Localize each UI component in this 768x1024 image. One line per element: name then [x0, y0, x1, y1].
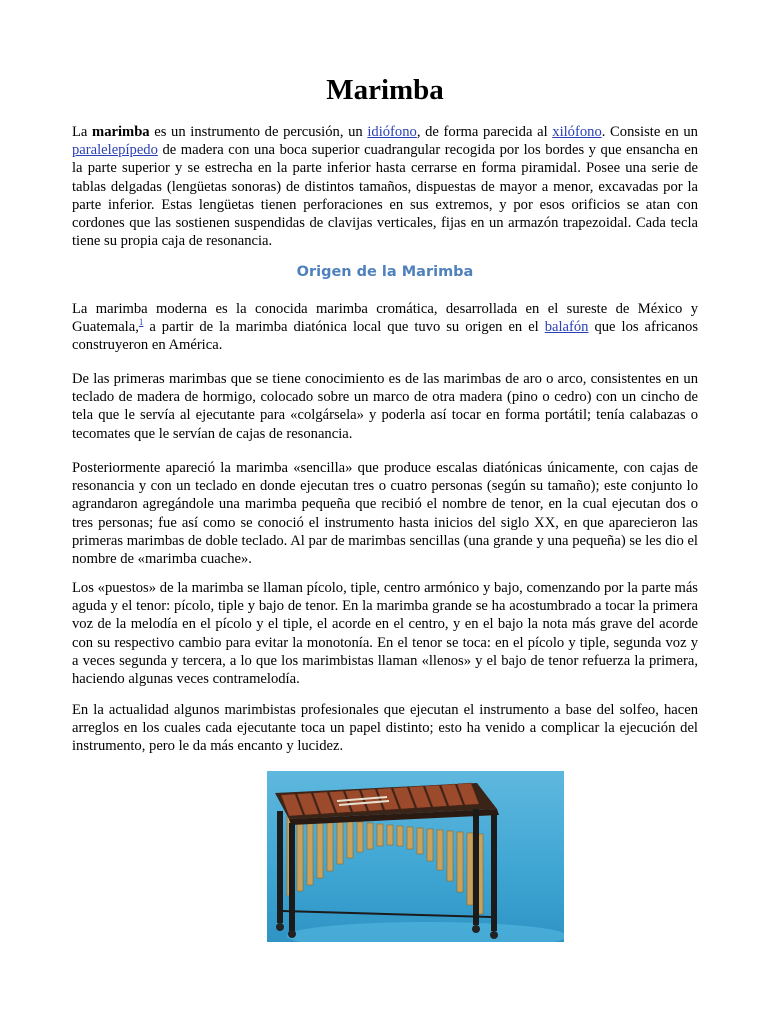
link-idiofono[interactable]: idiófono [367, 124, 417, 140]
paragraph-sencilla: Posteriormente apareció la marimba «sencilla» que produce escalas diatónicas únicamente, con cajas de resonancia y con un teclado en donde ejecutan tres o cuatro personas (según su tamaño); este conjunto lo agrandaron agregándole una marimba pequeña que recibió el nombre de tenor, en la cual ejecutan dos o tres personas; fue así como se conoció el instrumento hasta inicios del siglo XX, en que aparecieron las primeras marimbas de doble teclado. Al par de marimbas sencillas (una grande y una pequeña) se les dio el nombre de «marimba cuache». [72, 460, 698, 568]
paragraph-early-marimbas: De las primeras marimbas que se tiene conocimiento es de las marimbas de aro o arco, consistentes en un teclado de madera de hormigo, colocado sobre un marco de otra madera (pino o cedro) con un cincho de tela que le servía al ejecutante para «colgársela» y poderla así tocar en forma portátil; tenía calabazas o tecomates que le servían de cajas de resonancia. [72, 371, 698, 442]
paragraph-text: a partir de la marimba diatónica local que tuvo su origen en el [143, 319, 545, 336]
intro-text: . Consiste en un [601, 124, 698, 140]
paragraph-puestos: Los «puestos» de la marimba se llaman pícolo, tiple, centro armónico y bajo, comenzando por la parte más aguda y el tenor: pícolo, tiple y bajo de tenor. En la marimba grande se ha acostumbrado a tocar la primera voz de la melodía en el pícolo y el tiple, el acorde en el centro, y en el bajo la nota más grave del acorde con su respectivo cambio para evitar la monotonía. En el tenor se toca: en el pícolo y tiple, segunda voz y a veces segunda y tercera, a lo que los marimbistas llaman «llenos» y el bajo de tenor refuerza la primera, haciendo algunas veces contramelodía. [72, 580, 698, 688]
marimba-photo [267, 771, 564, 942]
intro-paragraph [72, 123, 698, 250]
section-heading: Origen de la Marimba [296, 264, 474, 280]
paragraph-actualidad: En la actualidad algunos marimbistas profesionales que ejecutan el instrumento a base del solfeo, hacen arreglos en los cuales cada ejecutante toca un papel distinto; esto ha venido a complicar la ejecución del instrumento, pero le da más encanto y lucidez. [72, 702, 698, 755]
intro-text: de madera con una boca superior cuadrangular recogida por los bordes y que ensancha en la parte superior y se estrecha en la parte inferior hasta cerrarse en forma piramidal. Posee una serie de tablas delgadas (lengüetas sonoras) de distintos tamaños, dispuestas de mayor a menor, excavadas por la parte inferior. Estas lengüetas tienen perforaciones en sus extremos, y por esos orificios se atan con cordones que las sostienen suspendidas de clavijas verticales, fijas en un armazón trapezoidal. Cada tecla tiene su propia caja de resonancia. [72, 142, 698, 250]
paragraph-text: La marimba moderna es la conocida marimba cromática, desarrollada en el sureste de México y Guatemala, [72, 301, 698, 336]
paragraph-origin [72, 300, 698, 355]
footnote-ref[interactable]: 1 [138, 317, 144, 328]
link-paralelepipedo[interactable]: paralelepípedo [72, 142, 158, 159]
link-xilofono[interactable]: xilófono [552, 124, 602, 140]
page-title: Marimba [326, 74, 444, 106]
intro-text: La [72, 124, 93, 140]
marimba-illustration [267, 771, 564, 942]
paragraph-text: que los africanos construyeron en América. [72, 319, 698, 354]
intro-text: es un instrumento de percusión, un [149, 124, 368, 140]
link-balafon[interactable]: balafón [544, 319, 589, 336]
intro-text: , de forma parecida al [416, 124, 553, 140]
intro-bold-term: marimba [92, 124, 150, 140]
